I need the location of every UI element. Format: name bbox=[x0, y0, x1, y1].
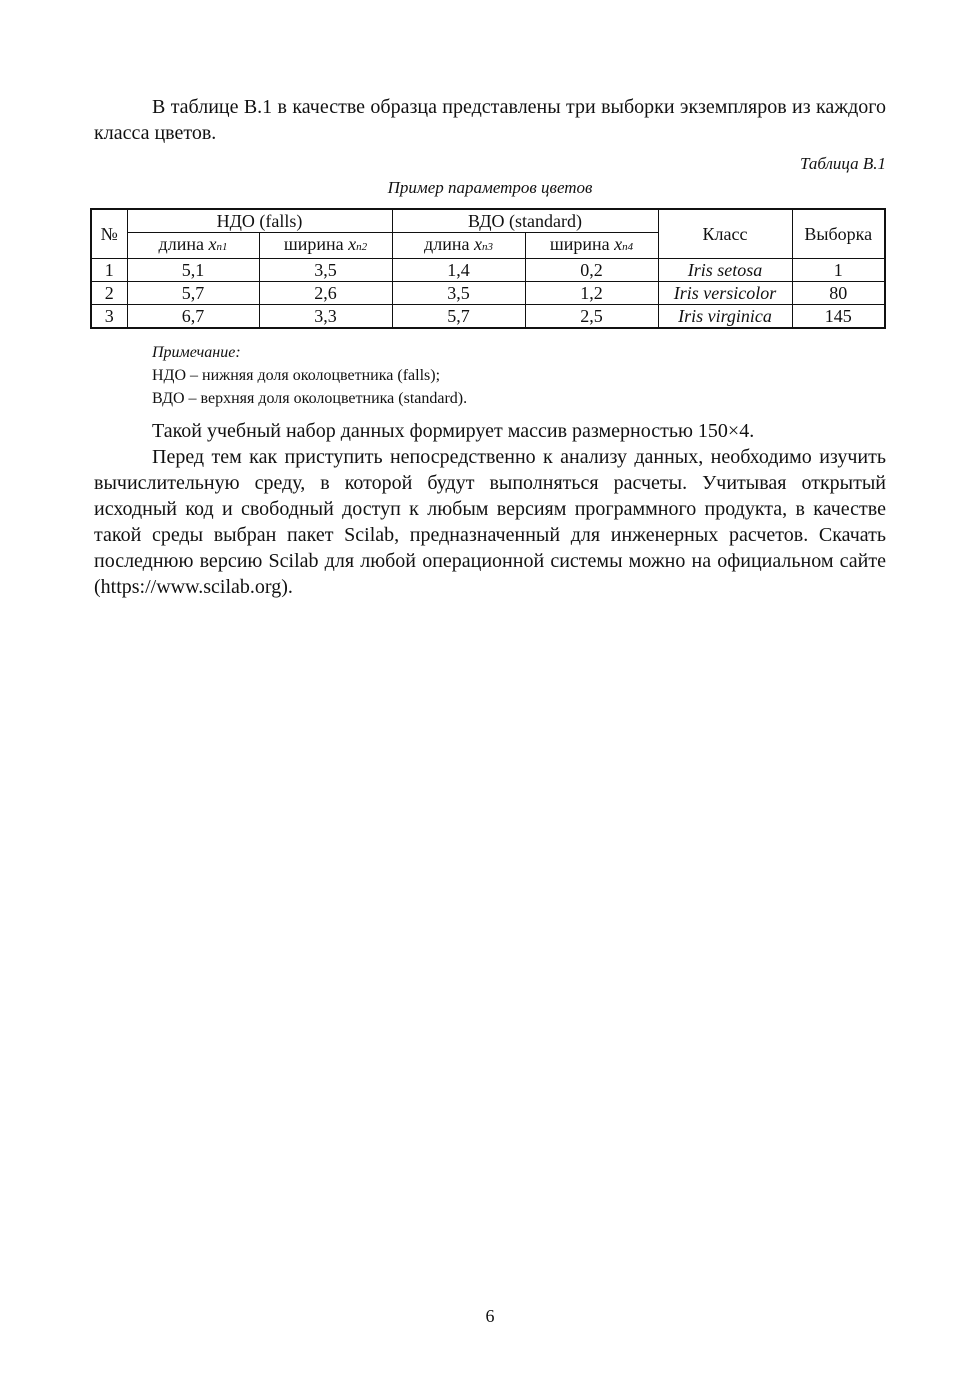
header-class: Класс bbox=[658, 209, 792, 259]
header-vdo: ВДО (standard) bbox=[392, 209, 658, 233]
note-line-vdo: ВДО – верхняя доля околоцветника (standard). bbox=[152, 390, 468, 407]
note-line-ndo: НДО – нижняя доля околоцветника (falls); bbox=[152, 367, 441, 384]
header-ndo: НДО (falls) bbox=[127, 209, 392, 233]
subheader-length-1: длина xn1 bbox=[127, 233, 259, 259]
header-num: № bbox=[91, 209, 127, 259]
table-title: Пример параметров цветов bbox=[387, 178, 593, 197]
note-title: Примечание: bbox=[152, 344, 241, 361]
table-row: 2 5,7 2,6 3,5 1,2 Iris versicolor 80 bbox=[91, 282, 885, 305]
paragraph-scilab: Перед тем как приступить непосредственно к анализу данных, необходимо изучить вычислительную среду, в которой будут выполняться расчеты. Учитывая открытый исходный код и свободный доступ к любым версиям программного продукта, в качестве такой среды выбран пакет Scilab, предназначенный для инженерных расчетов. Скачать последнюю версию Scilab для любой операционной системы можно на официальном сайте (https://www.scilab.org). bbox=[94, 446, 886, 598]
subheader-length-2: длина xn3 bbox=[392, 233, 525, 259]
subheader-width-2: ширина xn4 bbox=[525, 233, 658, 259]
flower-params-table bbox=[90, 208, 886, 329]
header-sample: Выборка bbox=[792, 209, 885, 259]
paragraph-dataset-size: Такой учебный набор данных формирует массив размерностью 150×4. bbox=[152, 420, 755, 442]
document-page bbox=[94, 94, 886, 600]
table-header-row bbox=[91, 209, 885, 233]
table-note bbox=[94, 341, 886, 410]
subheader-width-1: ширина xn2 bbox=[259, 233, 392, 259]
table-row: 3 6,7 3,3 5,7 2,5 Iris virginica 145 bbox=[91, 305, 885, 329]
table-label: Таблица В.1 bbox=[800, 154, 886, 173]
table-row: 1 5,1 3,5 1,4 0,2 Iris setosa 1 bbox=[91, 259, 885, 282]
page-number: 6 bbox=[485, 1306, 495, 1326]
intro-paragraph: В таблице В.1 в качестве образца представлены три выборки экземпляров из каждого класса цветов. bbox=[94, 96, 886, 144]
